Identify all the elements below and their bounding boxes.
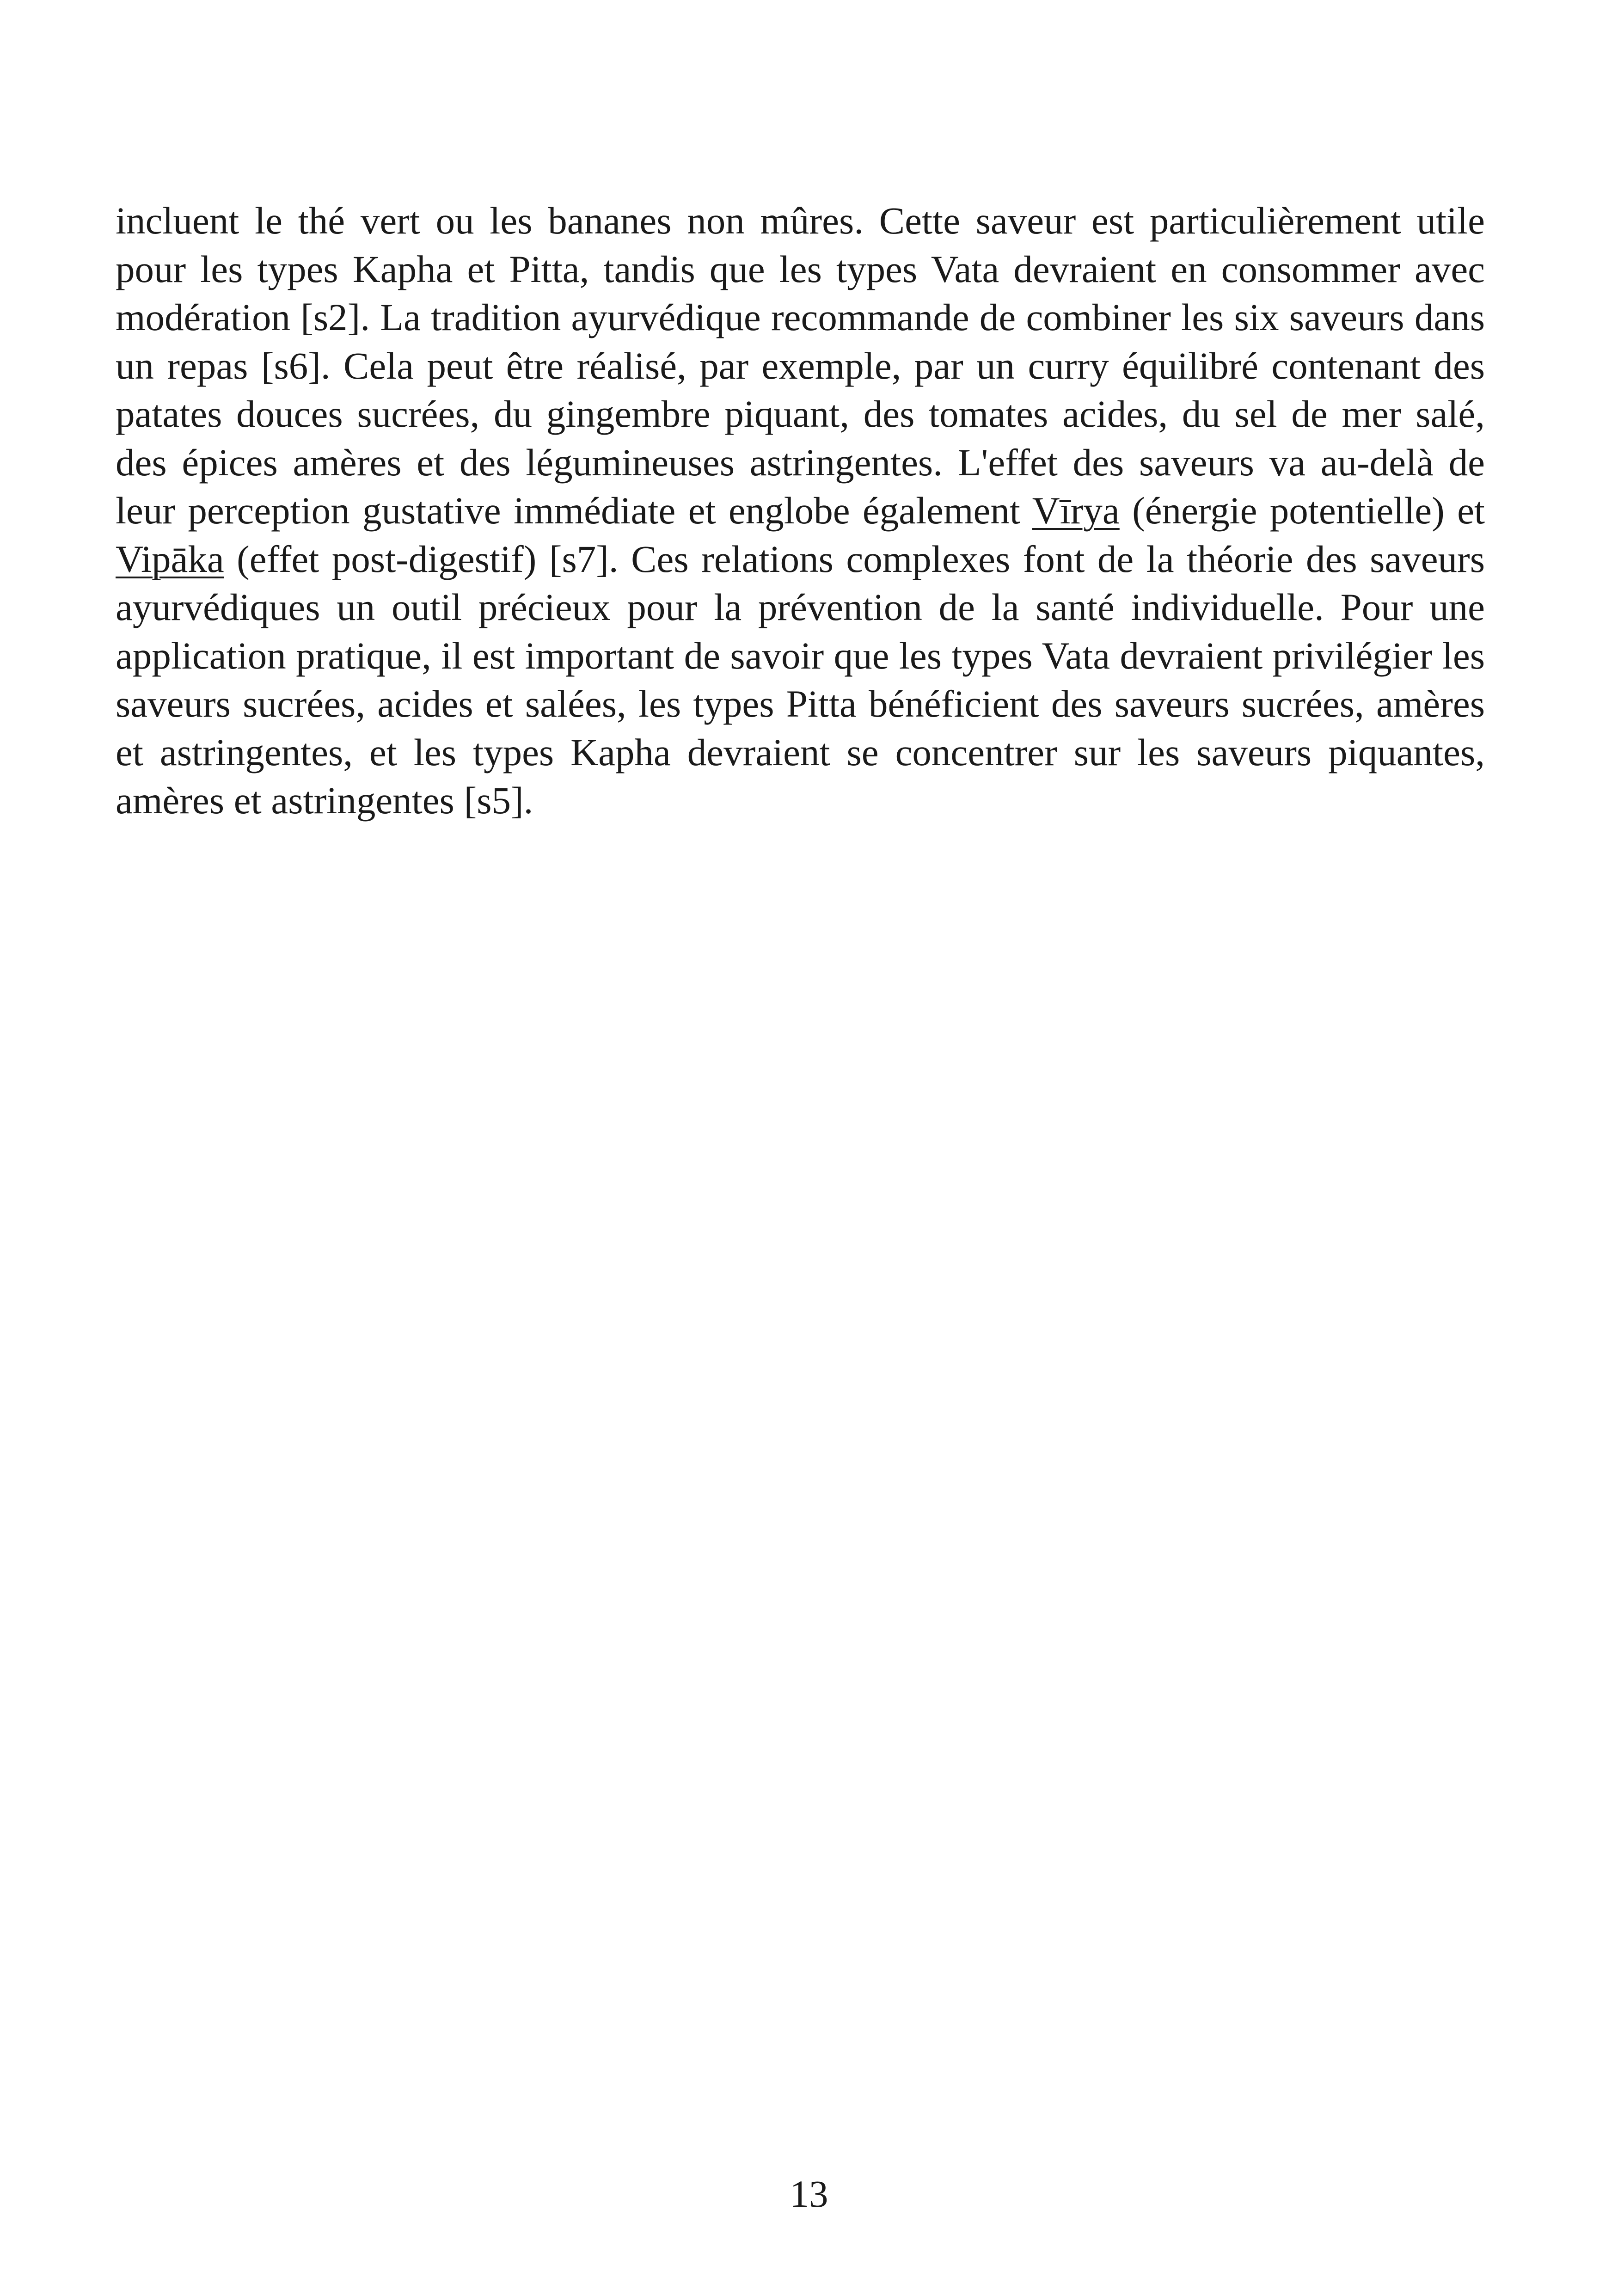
body-paragraph <box>116 196 1485 825</box>
paragraph-text-part-2: (énergie potentielle) et <box>1119 489 1485 532</box>
paragraph-text-part-3: (effet post-digestif) [s7]. Ces relations complexes font de la théorie des saveurs ayurvédiques un outil précieux pour la prévention de la santé individuelle. Pour une application pratique, il est important de savoir que les types Vata devraient privilégier les saveurs sucrées, acides et salées, les types Pitta bénéficient des saveurs sucrées, amères et astringentes, et les types Kapha devraient se concentrer sur les saveurs piquantes, amères et astringentes [s5]. <box>116 537 1485 822</box>
term-virya: Vīrya <box>1032 489 1120 532</box>
page-number: 13 <box>790 2173 828 2215</box>
paragraph-text-part-1: incluent le thé vert ou les bananes non mûres. Cette saveur est particulièrement utile pour les types Kapha et Pitta, tandis que les types Vata devraient en consommer avec modération [s2]. La tradition ayurvédique recommande de combiner les six saveurs dans un repas [s6]. Cela peut être réalisé, par exemple, par un curry équilibré contenant des patates douces sucrées, du gingembre piquant, des tomates acides, du sel de mer salé, des épices amères et des légumineuses astringentes. L'effet des saveurs va au-delà de leur perception gustative immédiate et englobe également <box>116 199 1485 532</box>
term-vipaka: Vipāka <box>116 537 224 580</box>
